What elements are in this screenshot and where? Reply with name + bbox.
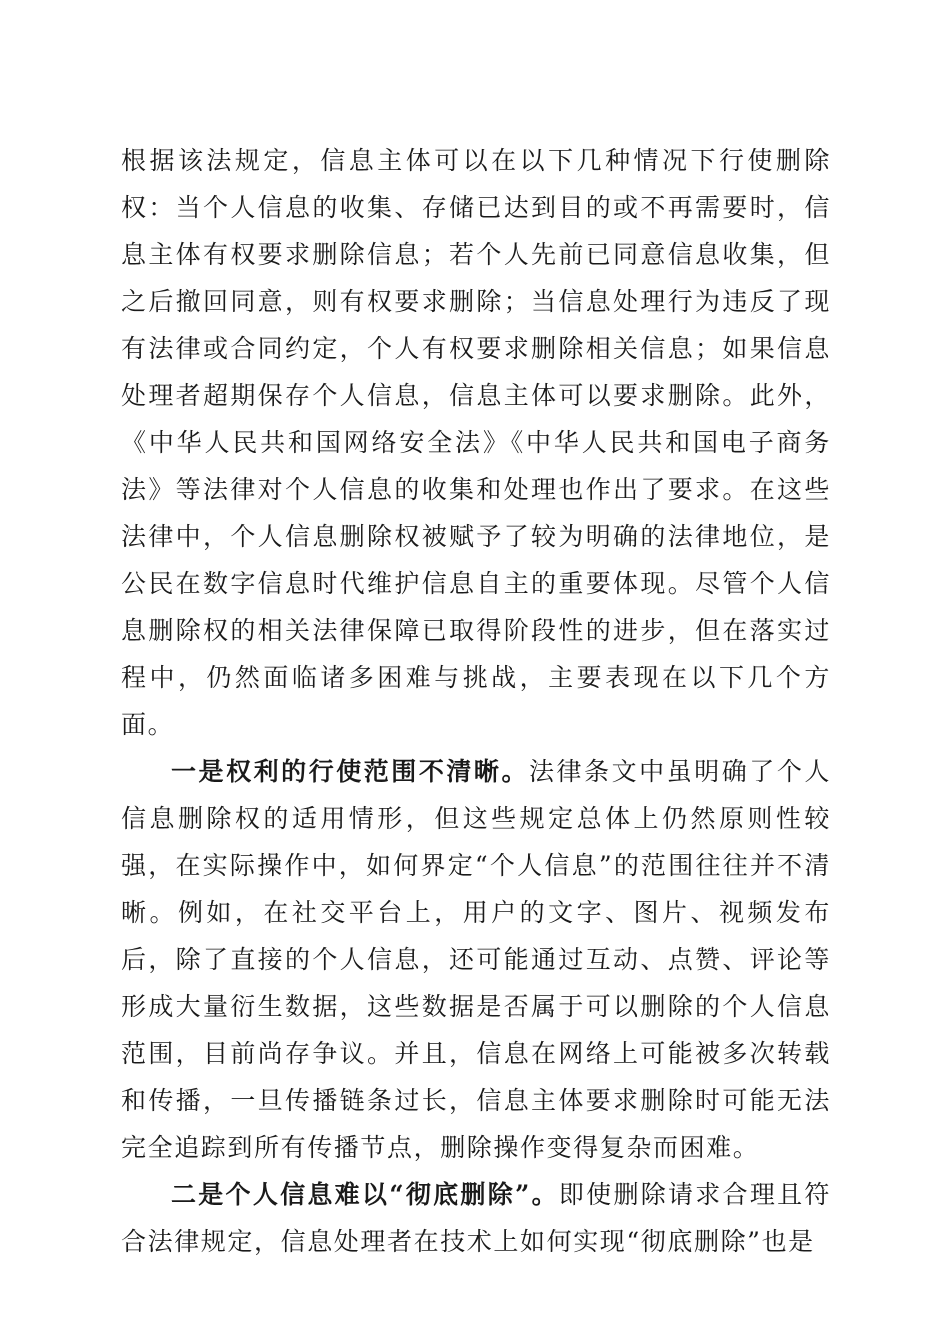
paragraph-complete-deletion — [121, 1171, 831, 1265]
document-body — [121, 137, 831, 1265]
paragraph-text: 法律条文中虽明确了个人信息删除权的适用情形，但这些规定总体上仍然原则性较强，在实际操作中，如何界定“个人信息”的范围往往并不清晰。例如，在社交平台上，用户的文字、图片、视频发布后，除了直接的个人信息，还可能通过互动、点赞、评论等形成大量衍生数据，这些数据是否属于可以删除的个人信息范围，目前尚存争议。并且，信息在网络上可能被多次转载和传播，一旦传播链条过长，信息主体要求删除时可能无法完全追踪到所有传播节点，删除操作变得复杂而困难。 — [121, 757, 831, 1162]
paragraph-deletion-rights — [121, 137, 831, 748]
paragraph-text: 根据该法规定，信息主体可以在以下几种情况下行使删除权：当个人信息的收集、存储已达到目的或不再需要时，信息主体有权要求删除信息；若个人先前已同意信息收集，但之后撤回同意，则有权要求删除；当信息处理行为违反了现有法律或合同约定，个人有权要求删除相关信息；如果信息处理者超期保存个人信息，信息主体可以要求删除。此外，《中华人民共和国网络安全法》《中华人民共和国电子商务法》等法律对个人信息的收集和处理也作出了要求。在这些法律中，个人信息删除权被赋予了较为明确的法律地位，是公民在数字信息时代维护信息自主的重要体现。尽管个人信息删除权的相关法律保障已取得阶段性的进步，但在落实过程中，仍然面临诸多困难与挑战，主要表现在以下几个方面。 — [121, 146, 831, 739]
paragraph-text: 即使删除请求合理且符合法律规定，信息处理者在技术上如何实现“彻底删除”也是 — [121, 1180, 831, 1256]
paragraph-lead: 一是权利的行使范围不清晰。 — [171, 757, 529, 786]
paragraph-lead: 二是个人信息难以“彻底删除”。 — [171, 1180, 559, 1209]
paragraph-scope-unclear — [121, 748, 831, 1171]
